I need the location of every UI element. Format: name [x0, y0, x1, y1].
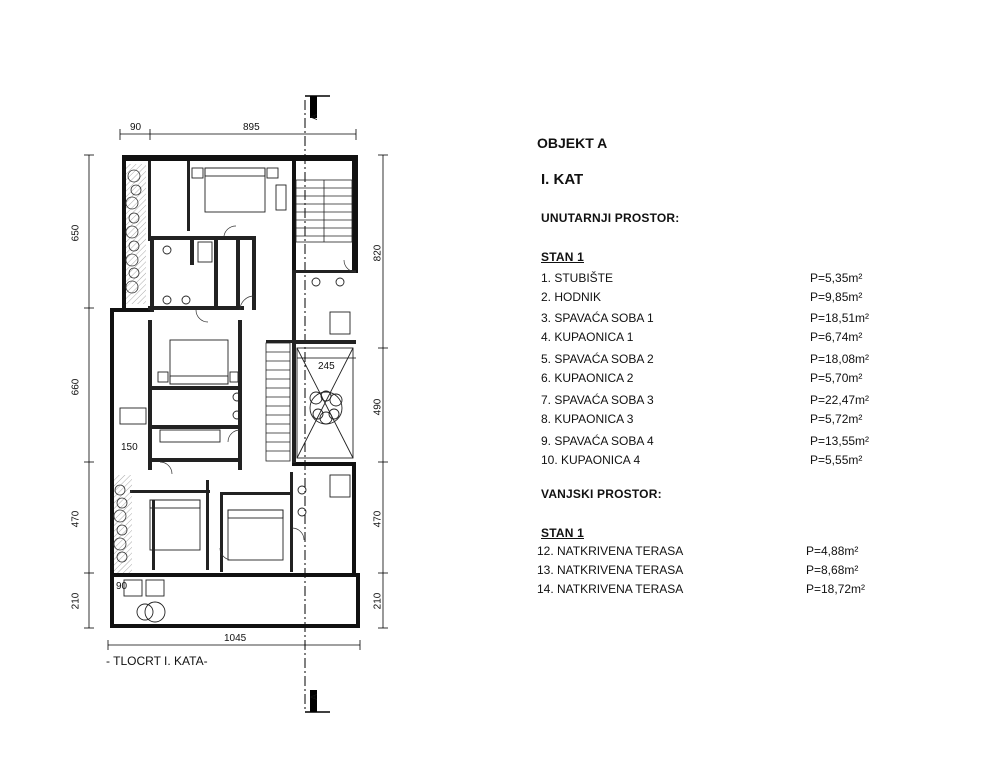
- room-name: 4. KUPAONICA 1: [541, 330, 634, 344]
- dim-inner-150: 150: [121, 442, 138, 453]
- balcony-hatching: [114, 164, 146, 573]
- room-area: P=22,47m²: [810, 393, 870, 407]
- room-name: 13. NATKRIVENA TERASA: [537, 563, 684, 577]
- dim-right-3: 470: [372, 510, 384, 528]
- dim-right-4: 210: [372, 592, 384, 610]
- dim-right-2: 490: [372, 398, 384, 416]
- room-area: P=18,08m²: [810, 352, 870, 366]
- room-name: 5. SPAVAĆA SOBA 2: [541, 352, 654, 366]
- section-marker-bottom: A: [309, 693, 320, 701]
- room-name: 6. KUPAONICA 2: [541, 371, 634, 385]
- room-area: P=5,72m²: [810, 412, 863, 426]
- staircase: [266, 180, 352, 461]
- dim-inner-90: 90: [116, 581, 128, 592]
- room-area: P=18,72m²: [806, 582, 866, 596]
- room-name: 2. HODNIK: [541, 290, 602, 304]
- dim-left-4: 210: [70, 592, 82, 610]
- room-name: 9. SPAVAĆA SOBA 4: [541, 434, 654, 448]
- dim-bottom-total: 1045: [224, 633, 247, 644]
- room-name: 12. NATKRIVENA TERASA: [537, 544, 684, 558]
- room-area: P=5,35m²: [810, 271, 863, 285]
- room-area: P=18,51m²: [810, 311, 870, 325]
- room-name: 8. KUPAONICA 3: [541, 412, 634, 426]
- room-name: 1. STUBIŠTE: [541, 271, 614, 285]
- section-marker-top: A: [309, 113, 320, 121]
- dim-inner-245: 245: [318, 361, 335, 372]
- object-title: OBJEKT A: [537, 135, 608, 151]
- dim-top-left: 90: [130, 122, 142, 133]
- room-area: P=9,85m²: [810, 290, 863, 304]
- room-name: 14. NATKRIVENA TERASA: [537, 582, 684, 596]
- exterior-unit: STAN 1: [541, 526, 584, 540]
- plan-caption: - TLOCRT I. KATA-: [106, 654, 208, 668]
- room-area: P=8,68m²: [806, 563, 859, 577]
- room-area: P=6,74m²: [810, 330, 863, 344]
- room-area: P=5,70m²: [810, 371, 863, 385]
- dim-left-3: 470: [70, 510, 82, 528]
- dim-top-main: 895: [243, 122, 260, 133]
- room-name: 3. SPAVAĆA SOBA 1: [541, 311, 654, 325]
- room-name: 7. SPAVAĆA SOBA 3: [541, 393, 654, 407]
- interior-unit: STAN 1: [541, 250, 584, 264]
- dim-left-1: 650: [70, 224, 82, 242]
- dim-left-2: 660: [70, 378, 82, 396]
- interior-heading: UNUTARNJI PROSTOR:: [541, 211, 680, 225]
- floor-title: I. KAT: [541, 171, 584, 188]
- exterior-heading: VANJSKI PROSTOR:: [541, 487, 662, 501]
- room-name: 10. KUPAONICA 4: [541, 453, 641, 467]
- room-area: P=5,55m²: [810, 453, 863, 467]
- room-area: P=4,88m²: [806, 544, 859, 558]
- room-area: P=13,55m²: [810, 434, 870, 448]
- dim-right-1: 820: [372, 244, 384, 262]
